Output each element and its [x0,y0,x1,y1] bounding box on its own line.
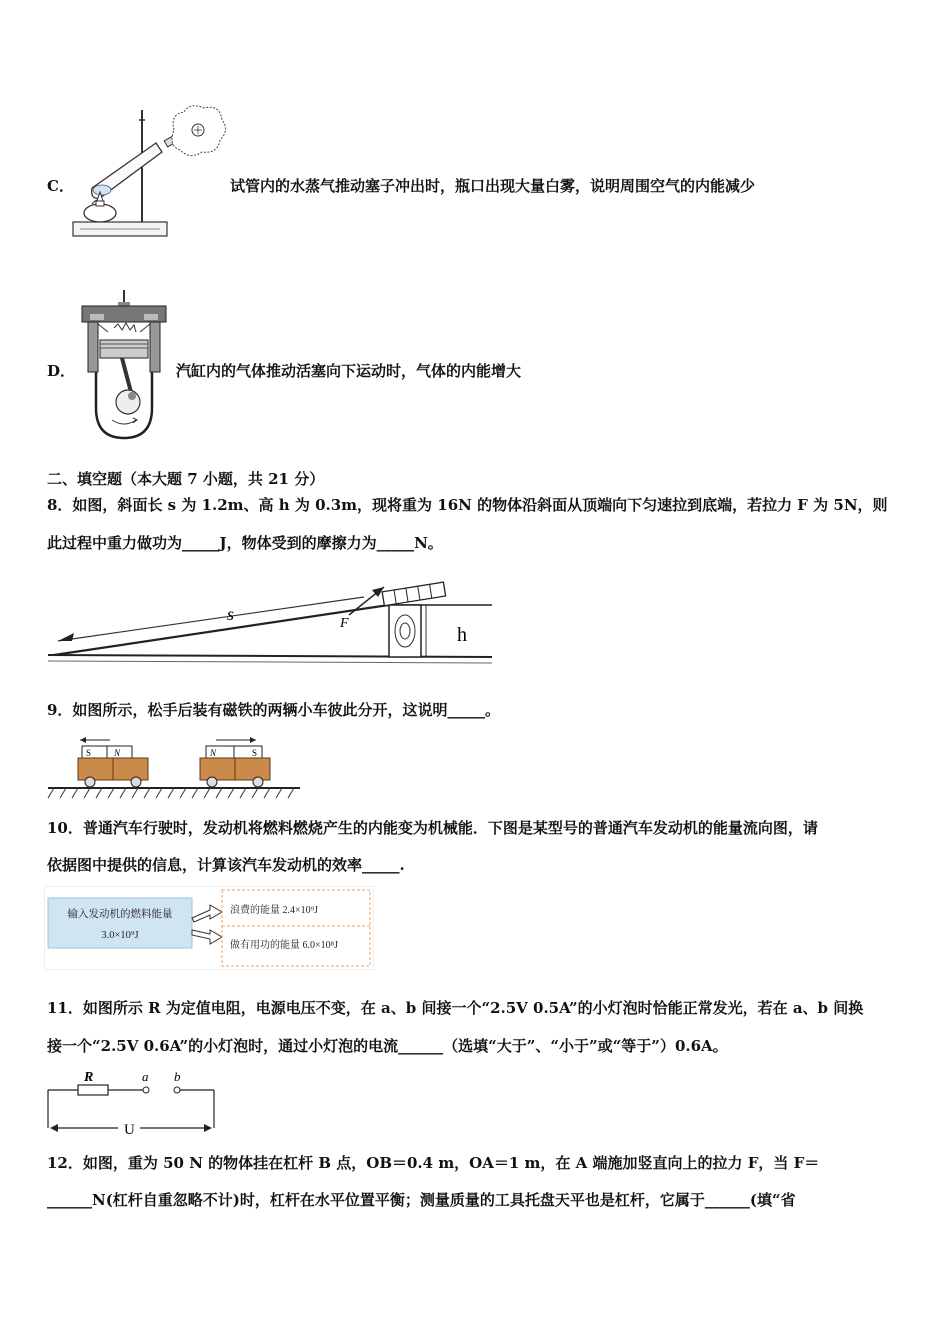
option-c-text: 试管内的水蒸气推动塞子冲出时，瓶口出现大量白雾，说明周围空气的内能减少 [230,177,756,195]
circuit-b-label: b [174,1069,181,1084]
circuit-a-label: a [142,1069,149,1084]
circuit-u-label: U [124,1122,135,1138]
q8-line1: 8．如图，斜面长 s 为 1.2m、高 h 为 0.3m，现将重为 16N 的物体沿斜面从顶端向下匀速拉到底端，若拉力 F 为 5N，则 [47,496,888,514]
option-d-label: D． [47,362,76,380]
section-heading: 二、填空题（本大题 7 小题，共 21 分） [47,470,325,488]
incline-h-label: h [457,624,467,646]
incline-f-label: F [340,616,349,631]
q12-line1: 12．如图，重为 50 N 的物体挂在杠杆 B 点，OB＝0.4 m，OA＝1 m，在 A 端施加竖直向上的拉力 F，当 F＝ [47,1154,820,1172]
option-c-label: C． [47,177,74,195]
magnet-carts-figure [46,732,302,802]
incline-figure [44,575,496,670]
cart2-n-label: N [210,748,217,758]
circuit-figure [44,1066,220,1140]
engine-cylinder-figure [78,288,170,442]
cart1-n-label: N [114,748,121,758]
q8-line2: 此过程中重力做功为_____J，物体受到的摩擦力为_____N。 [47,534,443,552]
option-d-text: 汽缸内的气体推动活塞向下运动时，气体的内能增大 [176,362,522,380]
cart2-s-label: S [252,748,258,758]
incline-s-label: s [227,604,235,624]
energy-useful-label: 做有用功的能量 6.0×10⁸J [230,940,339,951]
energy-flow-figure [44,886,374,970]
circuit-r-label: R [84,1070,94,1085]
q12-line2: ______N(杠杆自重忽略不计)时，杠杆在水平位置平衡；测量质量的工具托盘天平也是杠杆，它属于______(填“省 [47,1191,796,1209]
energy-input-value: 3.0×10⁹J [101,930,139,941]
q9-text: 9．如图所示，松手后装有磁铁的两辆小车彼此分开，这说明_____。 [47,701,500,719]
q10-line1: 10．普通汽车行驶时，发动机将燃料燃烧产生的内能变为机械能．下图是某型号的普通汽车发动机的能量流向图，请 [47,819,818,837]
energy-waste-label: 浪费的能量 2.4×10⁹J [230,905,319,916]
energy-input-label: 输入发动机的燃料能量 [67,909,173,920]
cart1-s-label: S [86,748,92,758]
q10-line2: 依据图中提供的信息，计算该汽车发动机的效率_____. [47,856,405,874]
q11-line2: 接一个“2.5V 0.6A”的小灯泡时，通过小灯泡的电流______（选填“大于”、“小于”或“等于”）0.6A。 [47,1037,728,1055]
q11-line1: 11．如图所示 R 为定值电阻，电源电压不变，在 a、b 间接一个“2.5V 0.5A”的小灯泡时恰能正常发光，若在 a、b 间换 [47,999,864,1017]
steam-test-tube-figure [70,100,230,245]
